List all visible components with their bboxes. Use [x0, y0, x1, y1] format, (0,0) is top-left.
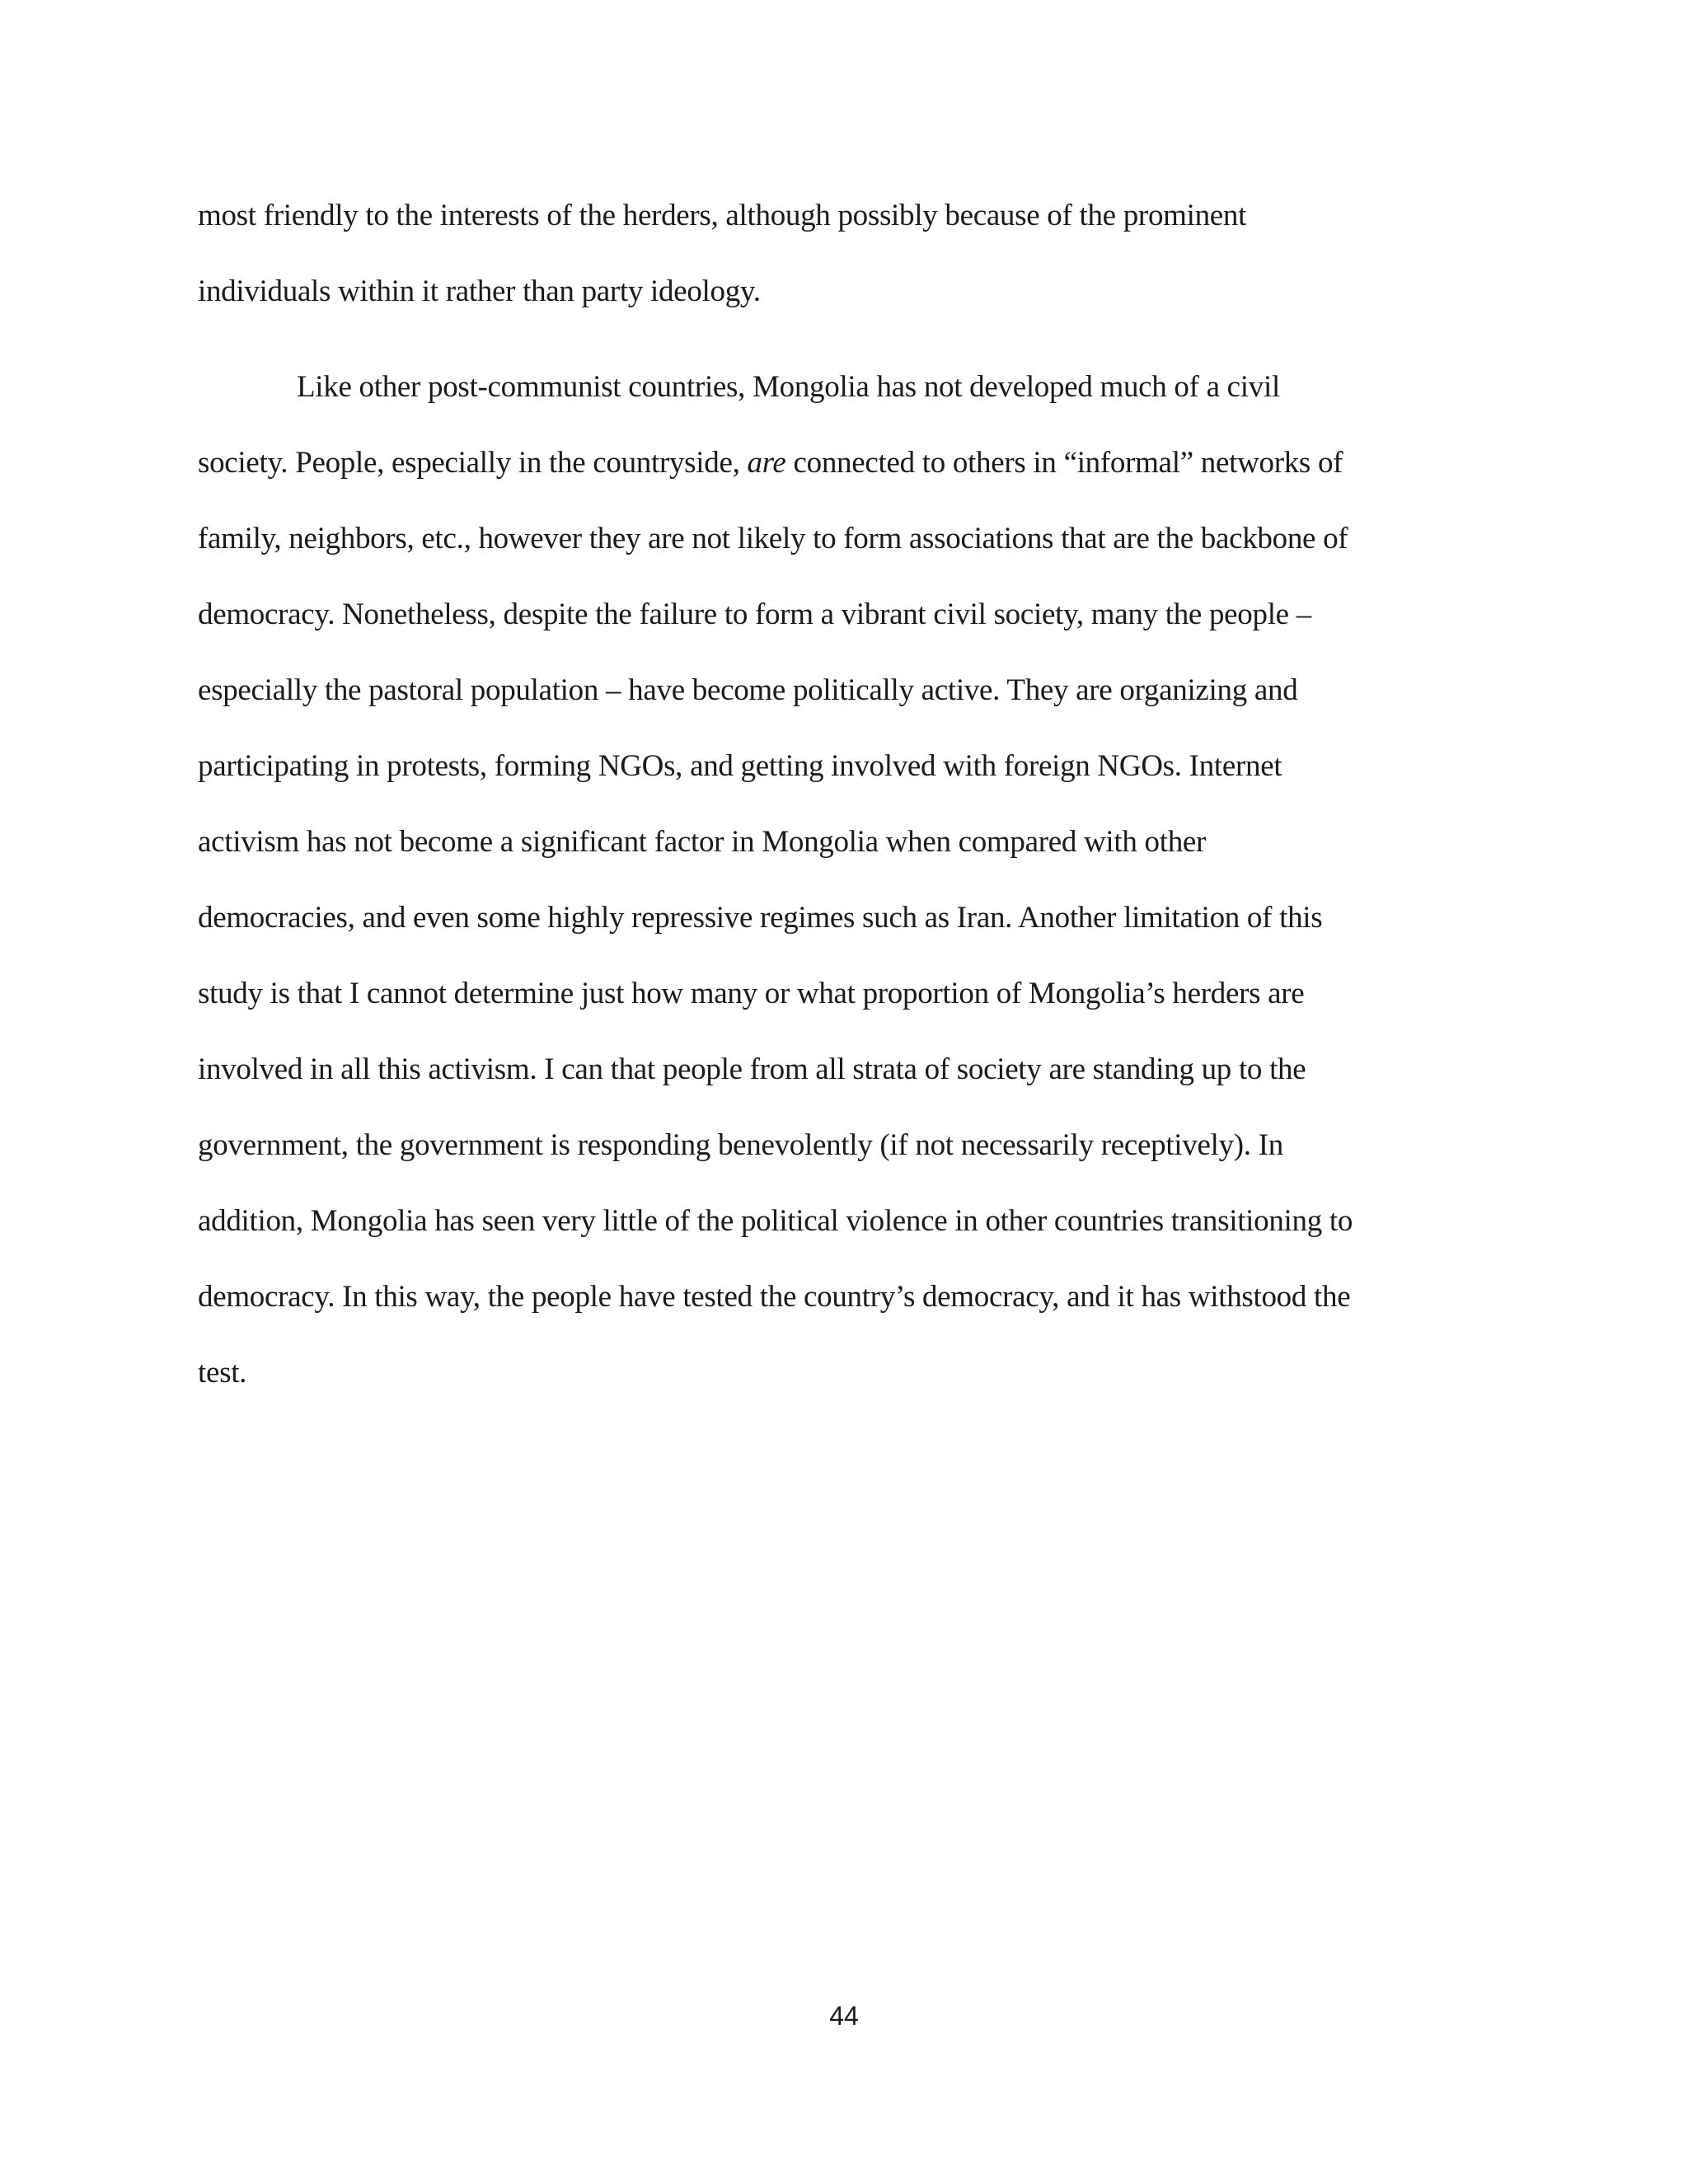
text-line: individuals within it rather than party ideology. — [198, 274, 761, 308]
text-line: democracy. In this way, the people have tested the country’s democracy, and it has withstood the — [198, 1280, 1351, 1314]
text-line: involved in all this activism. I can that people from all strata of society are standing up to the — [198, 1052, 1306, 1086]
text-line — [198, 443, 1343, 483]
text-line: activism has not become a significant factor in Mongolia when compared with other — [198, 825, 1207, 859]
text-line: most friendly to the interests of the herders, although possibly because of the prominent — [198, 199, 1247, 232]
emphasis-text: are — [747, 446, 786, 480]
text-line: especially the pastoral population – have become politically active. They are organizing and — [198, 673, 1298, 707]
text-segment: society. People, especially in the countryside, — [198, 446, 740, 480]
text-line: family, neighbors, etc., however they are not likely to form associations that are the backbone of — [198, 522, 1348, 555]
text-line: government, the government is responding benevolently (if not necessarily receptively). In — [198, 1128, 1283, 1162]
text-segment: connected to others in “informal” networks of — [793, 446, 1343, 480]
paragraph-first-line: Like other post-communist countries, Mongolia has not developed much of a civil — [297, 370, 1280, 404]
text-line: study is that I cannot determine just how many or what proportion of Mongolia’s herders are — [198, 977, 1305, 1010]
page-number: 44 — [829, 2001, 859, 2031]
text-line: democracy. Nonetheless, despite the failure to form a vibrant civil society, many the people – — [198, 598, 1311, 631]
text-line: democracies, and even some highly repressive regimes such as Iran. Another limitation of this — [198, 901, 1323, 935]
text-line: participating in protests, forming NGOs, and getting involved with foreign NGOs. Internet — [198, 749, 1282, 783]
text-line: test. — [198, 1356, 247, 1390]
text-line: addition, Mongolia has seen very little of the political violence in other countries transitioning to — [198, 1204, 1353, 1238]
